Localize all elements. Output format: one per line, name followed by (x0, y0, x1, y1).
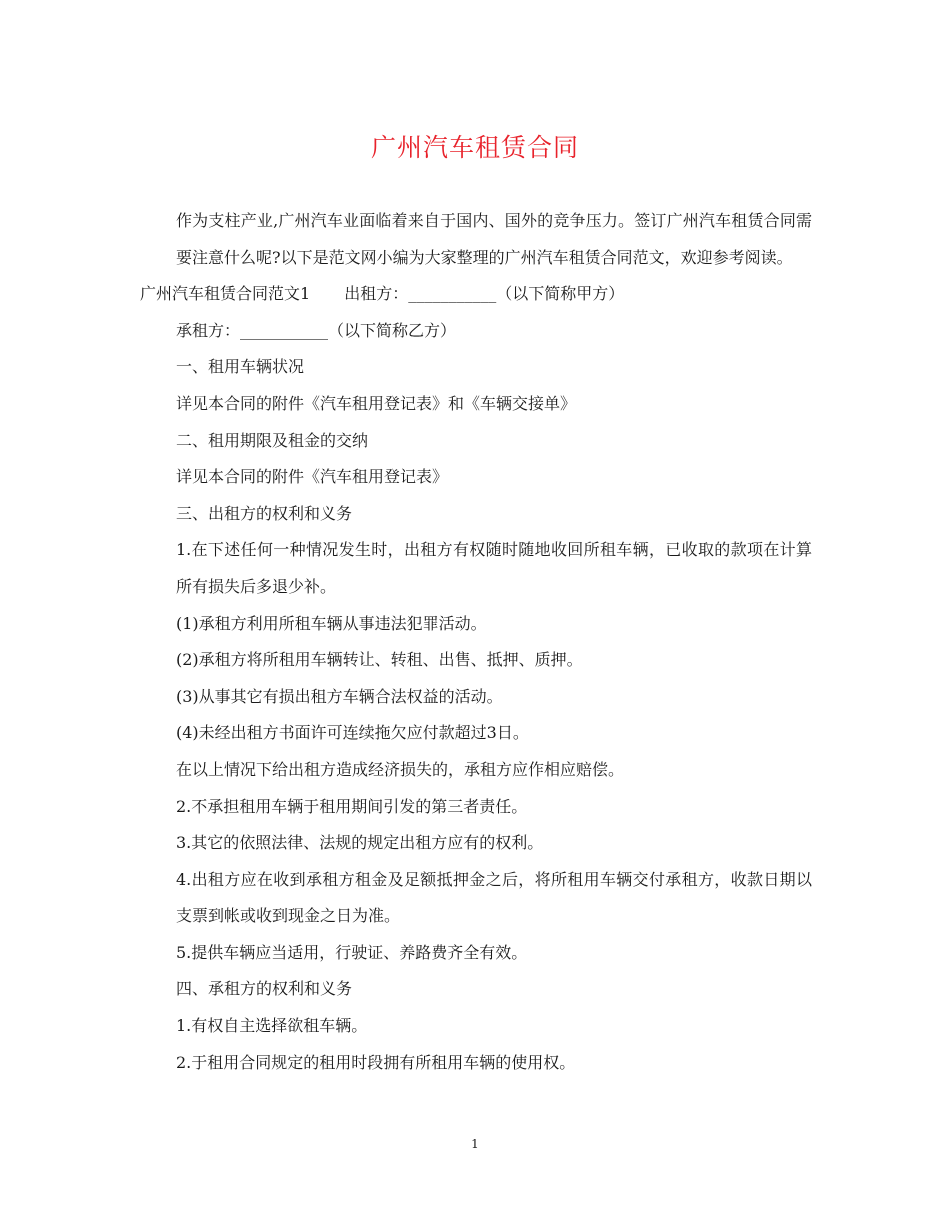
lessee-blank: ___________ (240, 320, 329, 340)
list-item: 2.于租用合同规定的租用时段拥有所租用车辆的使用权。 (176, 1052, 576, 1072)
lessor-blank: ___________ (408, 284, 497, 304)
section-heading: 三、出租方的权利和义务 (176, 503, 353, 523)
lessee-note: （以下简称乙方） (328, 320, 457, 340)
body-paragraph: 1.在下述任何一种情况发生时，出租方有权随时随地收回所租车辆，已收取的款项在计算所有损失后多退少补。 (176, 540, 812, 596)
list-item: (3)从事其它有损出租方车辆合法权益的活动。 (176, 686, 503, 706)
body-paragraph: 详见本合同的附件《汽车租用登记表》和《车辆交接单》 (176, 393, 577, 413)
document-title: 广州汽车租赁合同 (370, 133, 579, 162)
list-item: (2)承租方将所租用车辆转让、转租、出售、抵押、质押。 (176, 650, 583, 670)
lessee-label: 承租方： (176, 320, 241, 340)
section-heading: 二、租用期限及租金的交纳 (176, 430, 369, 450)
section-heading: 一、租用车辆状况 (176, 357, 305, 377)
document-body (140, 203, 812, 1081)
body-paragraph: 在以上情况下给出租方造成经济损失的，承租方应作相应赔偿。 (176, 759, 625, 779)
lessor-line (140, 276, 812, 313)
lessor-note: （以下简称甲方） (496, 284, 625, 304)
lessor-label: 出租方： (344, 284, 409, 304)
list-item: 5.提供车辆应当适用，行驶证、养路费齐全有效。 (176, 942, 528, 962)
list-item: 3.其它的依照法律、法规的规定出租方应有的权利。 (176, 833, 544, 853)
intro-paragraph: 作为支柱产业,广州汽车业面临着来自于国内、国外的竞争压力。签订广州汽车租赁合同需要注意什么呢?以下是范文网小编为大家整理的广州汽车租赁合同范文，欢迎参考阅读。 (176, 211, 812, 267)
list-item: (4)未经出租方书面许可连续拖欠应付款超过3日。 (176, 723, 529, 743)
page-number: 1 (471, 1137, 479, 1151)
sample-heading: 广州汽车租赁合同范文1 (140, 284, 311, 304)
list-item: 1.有权自主选择欲租车辆。 (176, 1016, 368, 1036)
list-item: 2.不承担租用车辆于租用期间引发的第三者责任。 (176, 796, 528, 816)
body-paragraph: 详见本合同的附件《汽车租用登记表》 (176, 467, 449, 487)
list-item: (1)承租方利用所租车辆从事违法犯罪活动。 (176, 613, 487, 633)
list-item: 4.出租方应在收到承租方租金及足额抵押金之后，将所租用车辆交付承租方，收款日期以支票到帐或收到现金之日为准。 (176, 869, 812, 926)
lessee-line (140, 313, 812, 350)
section-heading: 四、承租方的权利和义务 (176, 979, 353, 999)
